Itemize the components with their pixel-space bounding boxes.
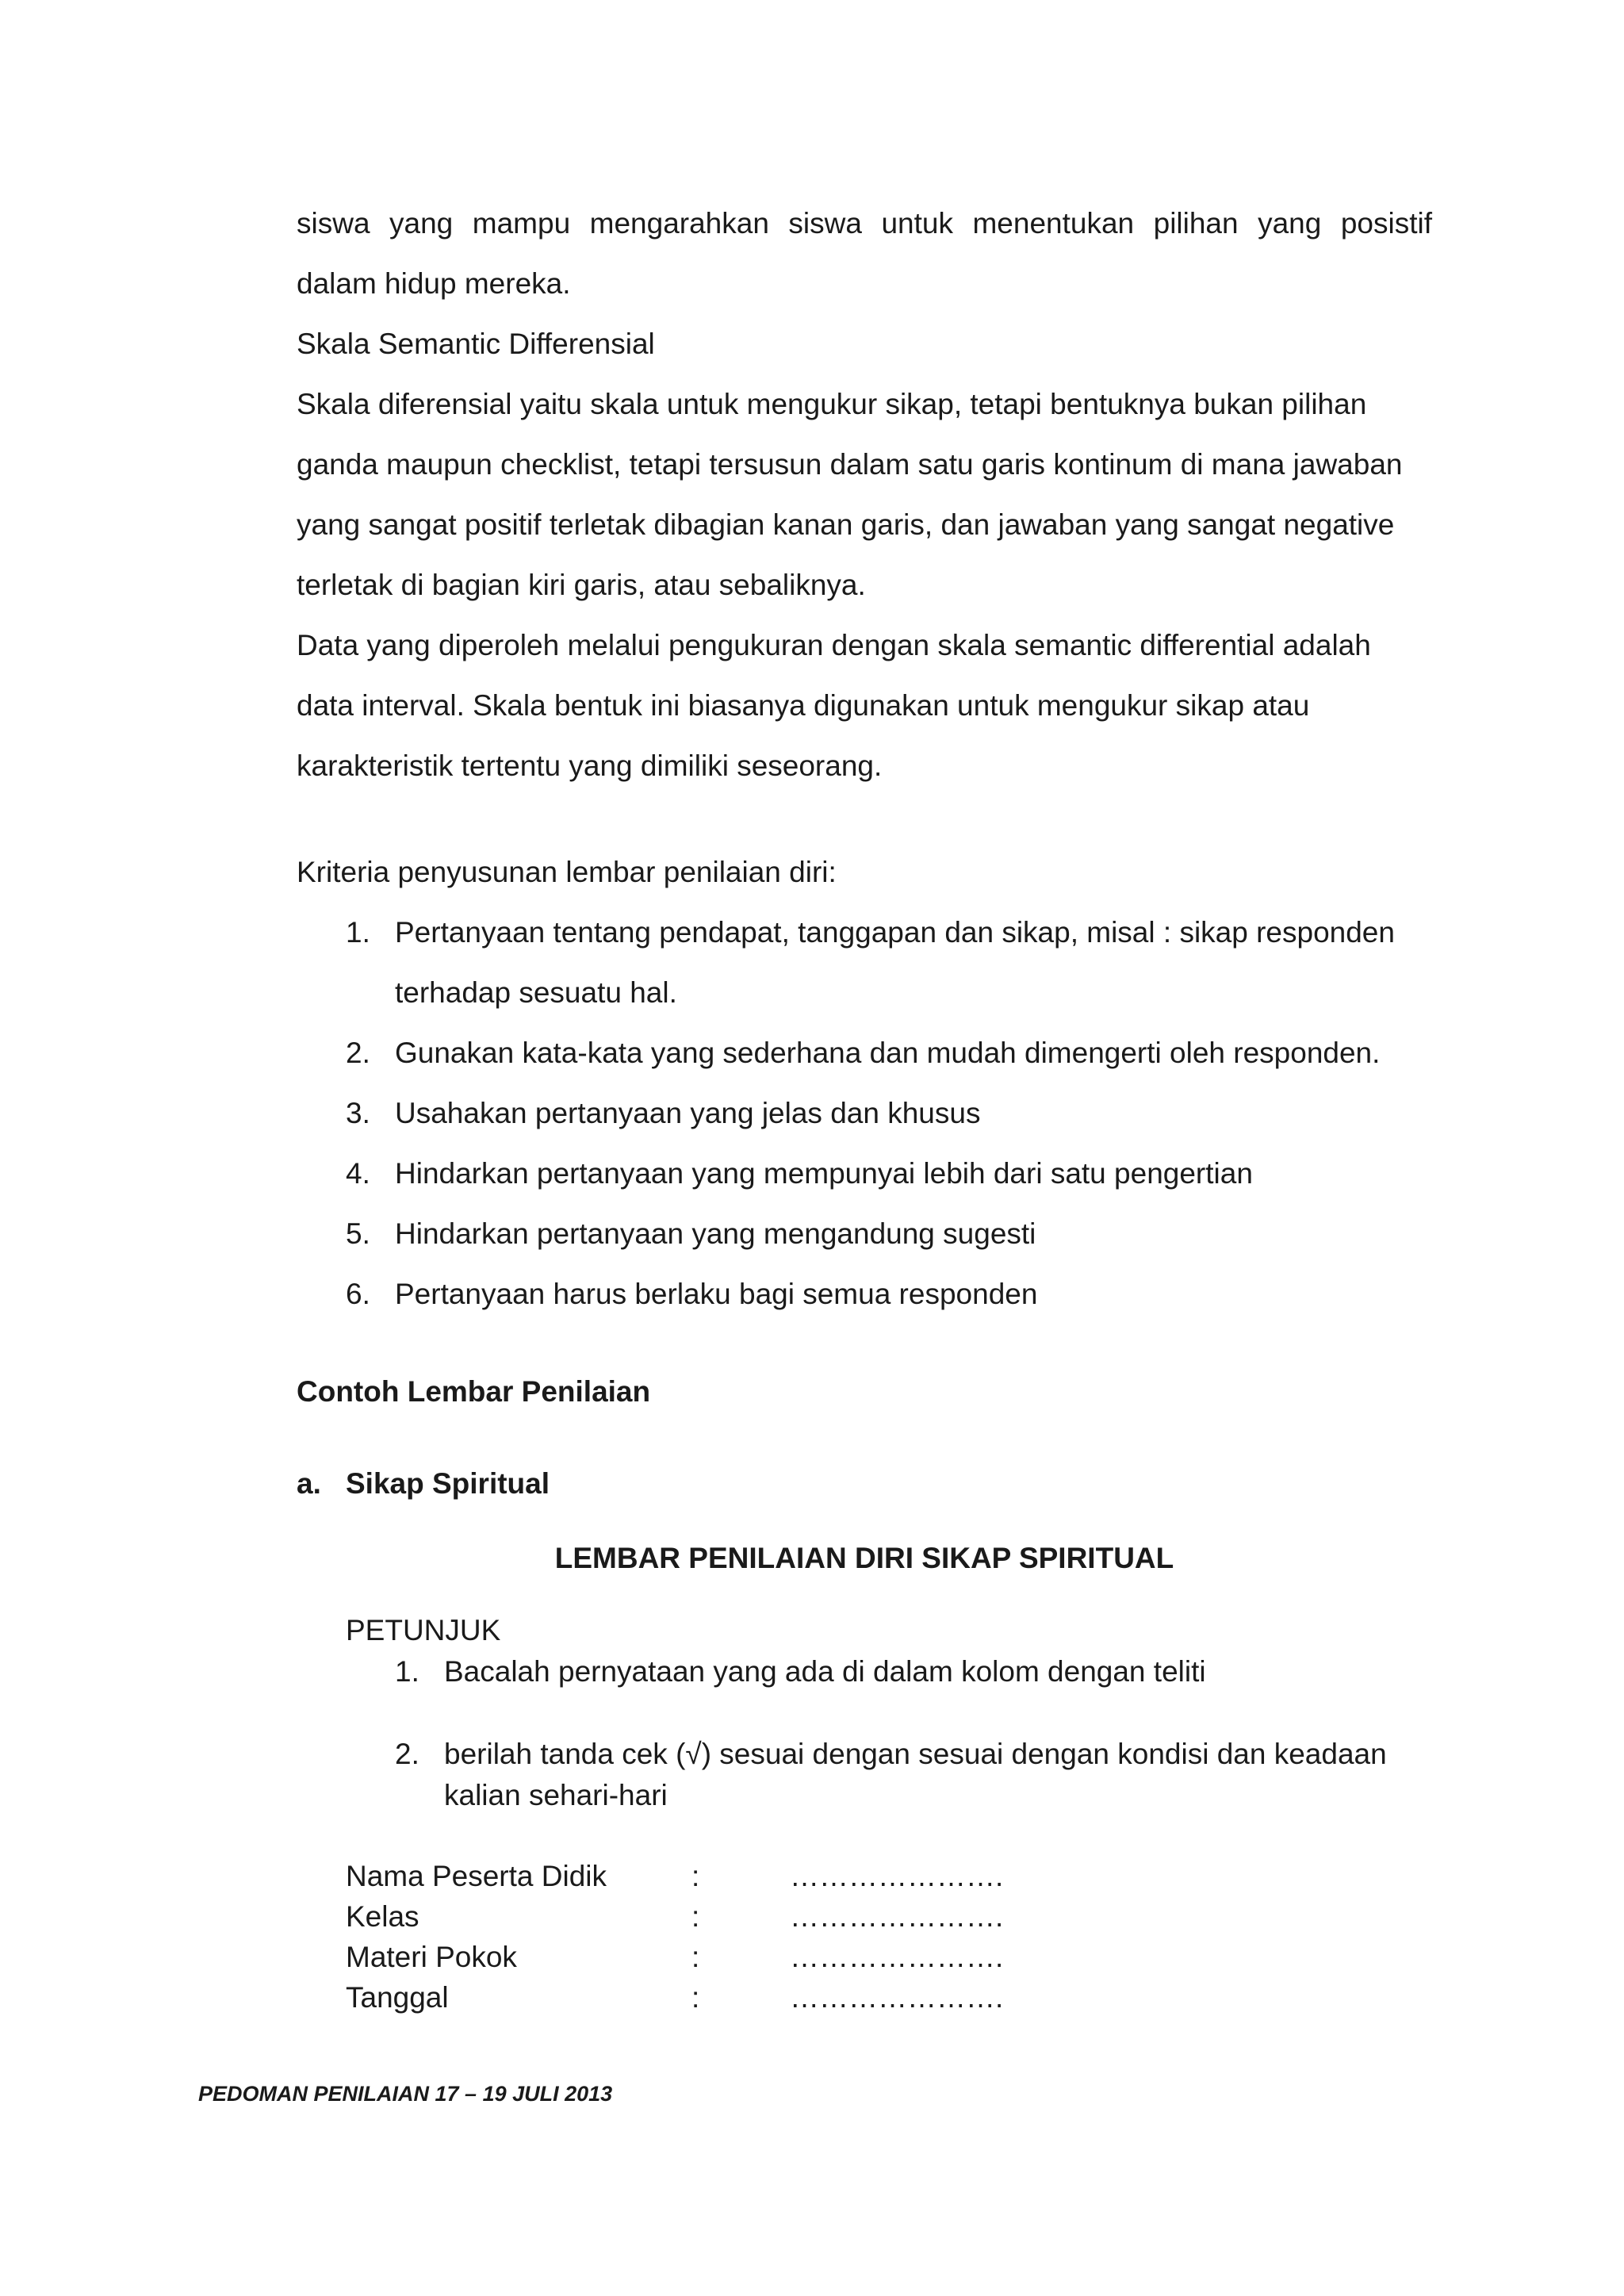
sheet-title: LEMBAR PENILAIAN DIRI SIKAP SPIRITUAL xyxy=(554,1542,1174,1574)
semantic-line-4: terletak di bagian kiri garis, atau sebaliknya. xyxy=(297,569,866,601)
criteria-item-number: 6. xyxy=(346,1278,370,1310)
form-row xyxy=(346,1937,1003,1977)
form-row xyxy=(346,1896,1003,1937)
criteria-item-text: Usahakan pertanyaan yang jelas dan khusus xyxy=(395,1097,981,1129)
semantic-title: Skala Semantic Differensial xyxy=(297,328,655,360)
petunjuk-label: PETUNJUK xyxy=(346,1614,501,1646)
spacer xyxy=(297,796,1432,842)
semantic-line-1: Skala diferensial yaitu skala untuk mengukur sikap, tetapi bentuknya bukan pilihan xyxy=(297,388,1367,420)
petunjuk-item-number: 1. xyxy=(395,1655,419,1688)
criteria-item-text: Gunakan kata-kata yang sederhana dan mudah dimengerti oleh responden. xyxy=(395,1037,1381,1069)
criteria-item-number: 3. xyxy=(346,1097,370,1129)
intro-paragraph xyxy=(297,194,1432,314)
spacer xyxy=(297,1581,1432,1610)
example-title: Contoh Lembar Penilaian xyxy=(297,1375,651,1408)
petunjuk-item-text: berilah tanda cek (√) sesuai dengan sesuai dengan kondisi dan keadaan xyxy=(444,1738,1387,1770)
petunjuk-item-number: 2. xyxy=(395,1738,419,1770)
page-footer: PEDOMAN PENILAIAN 17 – 19 JULI 2013 xyxy=(198,2082,613,2106)
criteria-item-number: 4. xyxy=(346,1157,370,1190)
form-label: Materi Pokok xyxy=(346,1941,517,1973)
sub-heading-spiritual xyxy=(297,1461,1432,1507)
criteria-item-number: 5. xyxy=(346,1217,370,1250)
form-value: …………………. xyxy=(790,1941,1004,1973)
intro-line-1: siswa yang mampu mengarahkan siswa untuk menentukan pilihan yang posistif xyxy=(297,207,1432,240)
criteria-item xyxy=(297,1204,1432,1264)
criteria-item-text: Hindarkan pertanyaan yang mempunyai lebih dari satu pengertian xyxy=(395,1157,1253,1190)
semantic-paragraph xyxy=(297,374,1432,615)
form-colon: : xyxy=(691,1860,700,1892)
data-line-2: data interval. Skala bentuk ini biasanya digunakan untuk mengukur sikap atau xyxy=(297,689,1310,722)
sub-heading-text: Sikap Spiritual xyxy=(346,1467,550,1500)
semantic-line-3: yang sangat positif terletak dibagian kanan garis, dan jawaban yang sangat negative xyxy=(297,508,1395,541)
form-label: Nama Peserta Didik xyxy=(346,1860,607,1892)
form-value: …………………. xyxy=(790,1900,1004,1933)
data-line-1: Data yang diperoleh melalui pengukuran dengan skala semantic differential adalah xyxy=(297,629,1371,661)
semantic-line-2: ganda maupun checklist, tetapi tersusun dalam satu garis kontinum di mana jawaban xyxy=(297,448,1403,481)
spacer xyxy=(297,1507,1432,1535)
criteria-item xyxy=(297,1083,1432,1144)
criteria-item-text: Pertanyaan harus berlaku bagi semua responden xyxy=(395,1278,1038,1310)
criteria-item-text-cont: terhadap sesuatu hal. xyxy=(395,976,677,1009)
criteria-heading: Kriteria penyusunan lembar penilaian diri: xyxy=(297,856,837,888)
criteria-item xyxy=(297,1023,1432,1083)
form-row xyxy=(346,1977,1003,2018)
identity-form xyxy=(346,1856,1003,2018)
criteria-item xyxy=(297,903,1432,1023)
petunjuk-item-text-cont: kalian sehari-hari xyxy=(444,1779,668,1811)
data-line-3: karakteristik tertentu yang dimiliki seseorang. xyxy=(297,749,883,782)
form-label: Kelas xyxy=(346,1900,419,1933)
petunjuk-item-text: Bacalah pernyataan yang ada di dalam kolom dengan teliti xyxy=(444,1655,1206,1688)
petunjuk-block xyxy=(297,1610,1432,1816)
petunjuk-list xyxy=(346,1651,1432,1816)
spacer xyxy=(297,1816,1432,1856)
form-value: …………………. xyxy=(790,1860,1004,1892)
petunjuk-item xyxy=(346,1651,1432,1692)
criteria-item xyxy=(297,1264,1432,1324)
page-content xyxy=(297,194,1432,2018)
criteria-item-number: 1. xyxy=(346,916,370,949)
form-colon: : xyxy=(691,1900,700,1933)
spacer xyxy=(297,1415,1432,1461)
criteria-item-text: Hindarkan pertanyaan yang mengandung sugesti xyxy=(395,1217,1036,1250)
form-colon: : xyxy=(691,1941,700,1973)
form-value: …………………. xyxy=(790,1981,1004,2014)
criteria-item-number: 2. xyxy=(346,1037,370,1069)
criteria-item-text: Pertanyaan tentang pendapat, tanggapan dan sikap, misal : sikap responden xyxy=(395,916,1395,949)
form-label: Tanggal xyxy=(346,1981,449,2014)
form-colon: : xyxy=(691,1981,700,2014)
criteria-list xyxy=(297,903,1432,1324)
data-paragraph xyxy=(297,615,1432,796)
criteria-item xyxy=(297,1144,1432,1204)
form-row xyxy=(346,1856,1003,1896)
sub-heading-letter: a. xyxy=(297,1467,321,1500)
spacer xyxy=(297,1324,1432,1369)
intro-line-2: dalam hidup mereka. xyxy=(297,267,571,300)
petunjuk-item xyxy=(346,1734,1432,1816)
